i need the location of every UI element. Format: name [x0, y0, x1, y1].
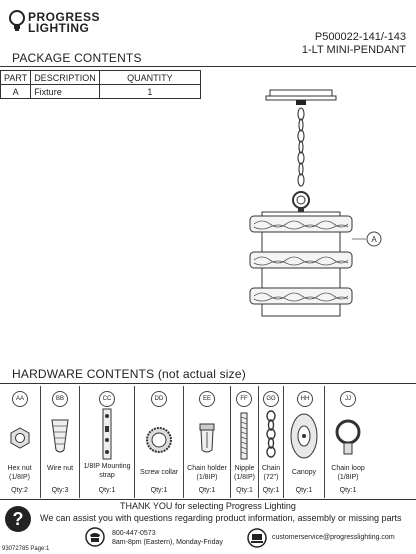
hardware-item-ff [230, 386, 258, 498]
support-email[interactable]: customerservice@progresslighting.com [272, 534, 395, 541]
table-header [1, 71, 201, 85]
model-info [226, 31, 406, 57]
item-code: GG [263, 391, 279, 407]
item-qty: Qty:1 [198, 487, 216, 494]
package-title: PACKAGE CONTENTS [12, 51, 142, 65]
hardware-item-dd [134, 386, 183, 498]
header-quantity: QUANTITY [99, 71, 200, 85]
hardware-item-ee [183, 386, 230, 498]
header-description: DESCRIPTION [31, 71, 100, 85]
item-qty: Qty:1 [150, 487, 168, 494]
item-qty: Qty:1 [236, 487, 253, 494]
hardware-item-gg [258, 386, 283, 498]
item-code: BB [52, 391, 68, 407]
hardware-item-bb [40, 386, 79, 498]
divider [0, 66, 416, 67]
cell-quantity: 1 [99, 85, 200, 99]
cell-part: A [1, 85, 31, 99]
brand-logo [8, 8, 128, 36]
item-code: FF [236, 391, 252, 407]
item-qty: Qty:1 [98, 487, 116, 494]
item-label: Chain (72") [261, 465, 281, 481]
item-code: JJ [340, 391, 356, 407]
hex-nut-icon [8, 426, 32, 450]
item-qty: Qty:1 [339, 487, 357, 494]
model-name: 1-LT MINI-PENDANT [301, 44, 406, 56]
item-code: EE [199, 391, 215, 407]
chain-icon [264, 410, 278, 460]
item-label: Wire nut [46, 465, 74, 472]
item-label: Hex nut (1/8IP) [7, 465, 32, 481]
callout-a: A [371, 235, 377, 244]
item-label: Chain holder (1/8IP) [187, 465, 227, 481]
table-row [1, 85, 201, 99]
phone-number[interactable]: 800-447-0573 [112, 530, 156, 537]
package-table [0, 70, 201, 99]
hardware-item-jj [324, 386, 371, 498]
cell-description: Fixture [31, 85, 100, 99]
assist-text: We can assist you with questions regarding product information, assembly or missing parts [40, 513, 402, 523]
phone-icon [84, 527, 106, 547]
svg-text:?: ? [12, 509, 24, 529]
item-code: AA [12, 391, 28, 407]
mounting-strap-icon [100, 408, 114, 460]
hardware-item-hh [283, 386, 324, 498]
chain-loop-icon [334, 418, 362, 456]
thank-you-text: THANK YOU for selecting Progress Lighting [120, 501, 296, 511]
wire-nut-icon [49, 416, 71, 456]
item-label: 1/8IP Mounting strap [83, 463, 131, 479]
divider [0, 499, 416, 500]
item-label: Canopy [291, 469, 317, 476]
logo-bulb-icon [8, 10, 26, 32]
brand-line2: LIGHTING [28, 21, 90, 35]
document-id: 93072785 Page:1 [2, 546, 50, 552]
item-qty: Qty:2 [11, 487, 28, 494]
item-label: Chain loop (1/8IP) [331, 465, 365, 481]
item-qty: Qty:3 [51, 487, 69, 494]
item-label: Nipple (1/8IP) [233, 465, 255, 481]
hardware-item-aa [0, 386, 39, 498]
model-number: P500022-141/-143 [314, 31, 406, 43]
item-code: CC [99, 391, 115, 407]
support-hours: 8am-8pm (Eastern), Monday-Friday [112, 539, 223, 546]
hardware-item-cc [79, 386, 134, 498]
laptop-icon [246, 528, 268, 548]
item-code: HH [297, 391, 313, 407]
item-qty: Qty:1 [262, 487, 280, 494]
header-part: PART [1, 71, 31, 85]
brand-line1: PROGRESS [28, 10, 101, 24]
canopy-icon [289, 412, 319, 460]
item-label: Screw collar [139, 469, 179, 476]
screw-collar-icon [145, 426, 173, 454]
nipple-icon [239, 412, 249, 460]
item-code: DD [151, 391, 167, 407]
hardware-title: HARDWARE CONTENTS (not actual size) [12, 367, 246, 381]
divider [0, 383, 416, 384]
item-qty: Qty:1 [295, 487, 313, 494]
fixture-drawing [230, 84, 416, 344]
chain-holder-icon [196, 422, 218, 456]
